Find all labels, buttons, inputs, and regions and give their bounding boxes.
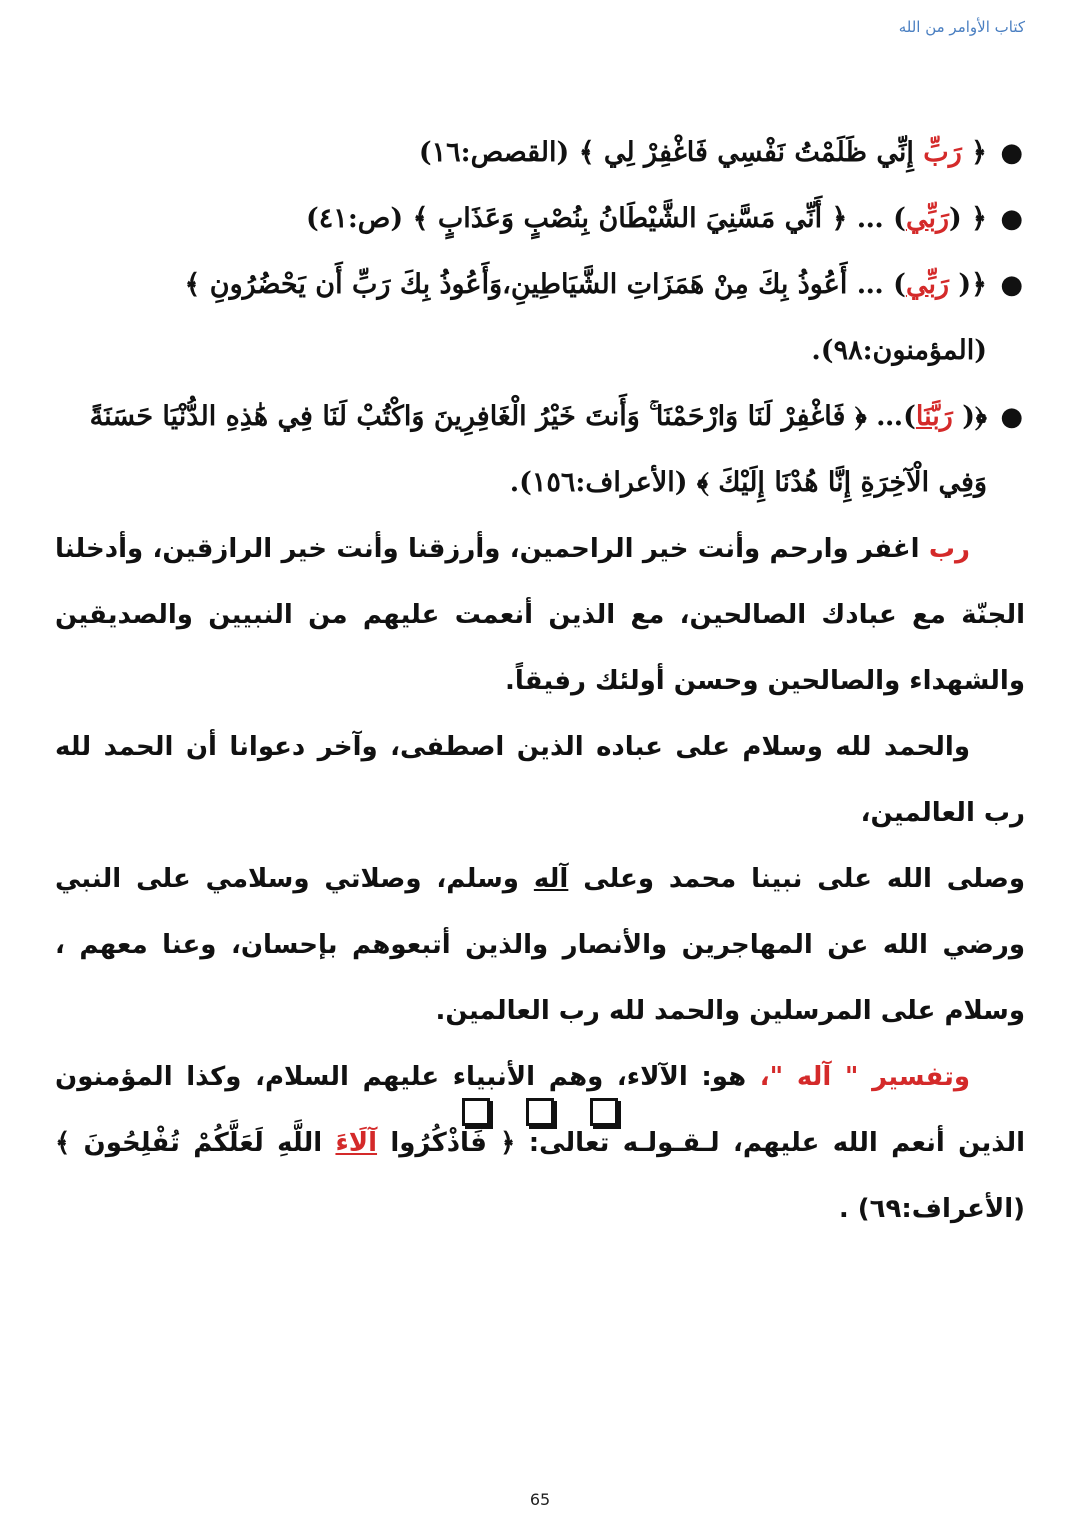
verse-invocation: رَبَّنَا (915, 401, 953, 432)
page-number: 65 (529, 1490, 551, 1509)
tafsir-heading: وتفسير " آله "، (759, 1062, 970, 1092)
verse-prefix: ﴿( (952, 401, 987, 432)
square-ornament-icon (462, 1098, 490, 1126)
closing-line-1: والحمد لله وسلام على عباده الذين اصطفى، وآخر دعوانا أن الحمد لله رب العالمين، (55, 732, 1025, 828)
running-header: كتاب الأوامر من الله (898, 18, 1025, 36)
bullet-icon: ● (1000, 204, 1023, 234)
verse-text: )… ﴿ فَاغْفِرْ لَنَا وَارْحَمْنَا ۚ وَأَنتَ خَيْرُ الْغَافِرِينَ وَاكْتُبْ لَنَا فِي هَٰذِهِ الدُّنْيَا حَسَنَةً وَفِي الْآخِرَةِ إِنَّا هُدْنَا إِلَيْكَ ﴾ (الأعراف:١٥٦). (89, 401, 987, 498)
verse-prefix: ﴿ (961, 137, 987, 168)
verse-prefix: ﴿ ( (949, 203, 987, 234)
verse-list (55, 120, 1025, 516)
page-body (55, 120, 1025, 1242)
bullet-icon: ● (1000, 138, 1023, 168)
square-ornament-icon (526, 1098, 554, 1126)
verse-invocation: رَبِّي (905, 269, 949, 300)
tafsir-text-1: هو: الآلاء، وهم الأنبياء عليهم السلام، وكذا المؤمنون الذين أنعم الله عليهم، لـقـولـه تعالى: ﴿ فَاذْكُرُوا (55, 1062, 1025, 1158)
verse-invocation: رَبِّ (923, 137, 962, 168)
closing-paragraph-2 (55, 846, 1025, 1044)
verse-invocation: رَبِّي (905, 203, 949, 234)
closing-underlined-word: آله (533, 864, 569, 894)
square-ornament-icon (590, 1098, 618, 1126)
verse-text: ) … أَعُوذُ بِكَ مِنْ هَمَزَاتِ الشَّيَاطِينِ،وَأَعُوذُ بِكَ رَبِّ أَن يَحْضُرُونِ ﴾ (المؤمنون:٩٨). (184, 269, 987, 366)
section-divider (0, 1098, 1080, 1126)
bullet-icon: ● (1000, 270, 1023, 300)
verse-item (55, 252, 1025, 384)
closing-text-after: وسلم، وصلاتي وسلامي على النبي ورضي الله عن المهاجرين والأنصار والذين أتبعوهم بإحسان، وعنا معهم ، وسلام على المرسلين والحمد لله رب العالمين. (55, 864, 1025, 1026)
verse-text: ) … ﴿ أَنِّي مَسَّنِيَ الشَّيْطَانُ بِنُصْبٍ وَعَذَابٍ ﴾ (ص:٤١) (306, 203, 906, 234)
verse-item (55, 186, 1025, 252)
prayer-invocation: رب (928, 534, 970, 564)
prayer-text: اغفر وارحم وأنت خير الراحمين، وأرزقنا وأنت خير الرازقين، وأدخلنا الجنّة مع عبادك الصالحين، مع الذين أنعمت عليهم من النبيين والصديقين والشهداء والصالحين وحسن أولئك رفيقاً. (55, 534, 1025, 696)
verse-item (55, 120, 1025, 186)
tafsir-text-2: اللَّهِ لَعَلَّكُمْ تُفْلِحُونَ ﴾ (الأعراف:٦٩) . (55, 1128, 1025, 1224)
closing-text-before: وصلى الله على نبينا محمد وعلى (568, 864, 1026, 894)
bullet-icon: ● (1000, 402, 1023, 432)
tafsir-highlight-word: آلَاءَ (335, 1128, 378, 1158)
verse-prefix: ﴿( (949, 269, 987, 300)
verse-text: إِنِّي ظَلَمْتُ نَفْسِي فَاغْفِرْ لِي ﴾ (القصص:١٦) (418, 137, 924, 168)
prayer-paragraph (55, 516, 1025, 714)
verse-item (55, 384, 1025, 516)
tafsir-paragraph (55, 1044, 1025, 1242)
